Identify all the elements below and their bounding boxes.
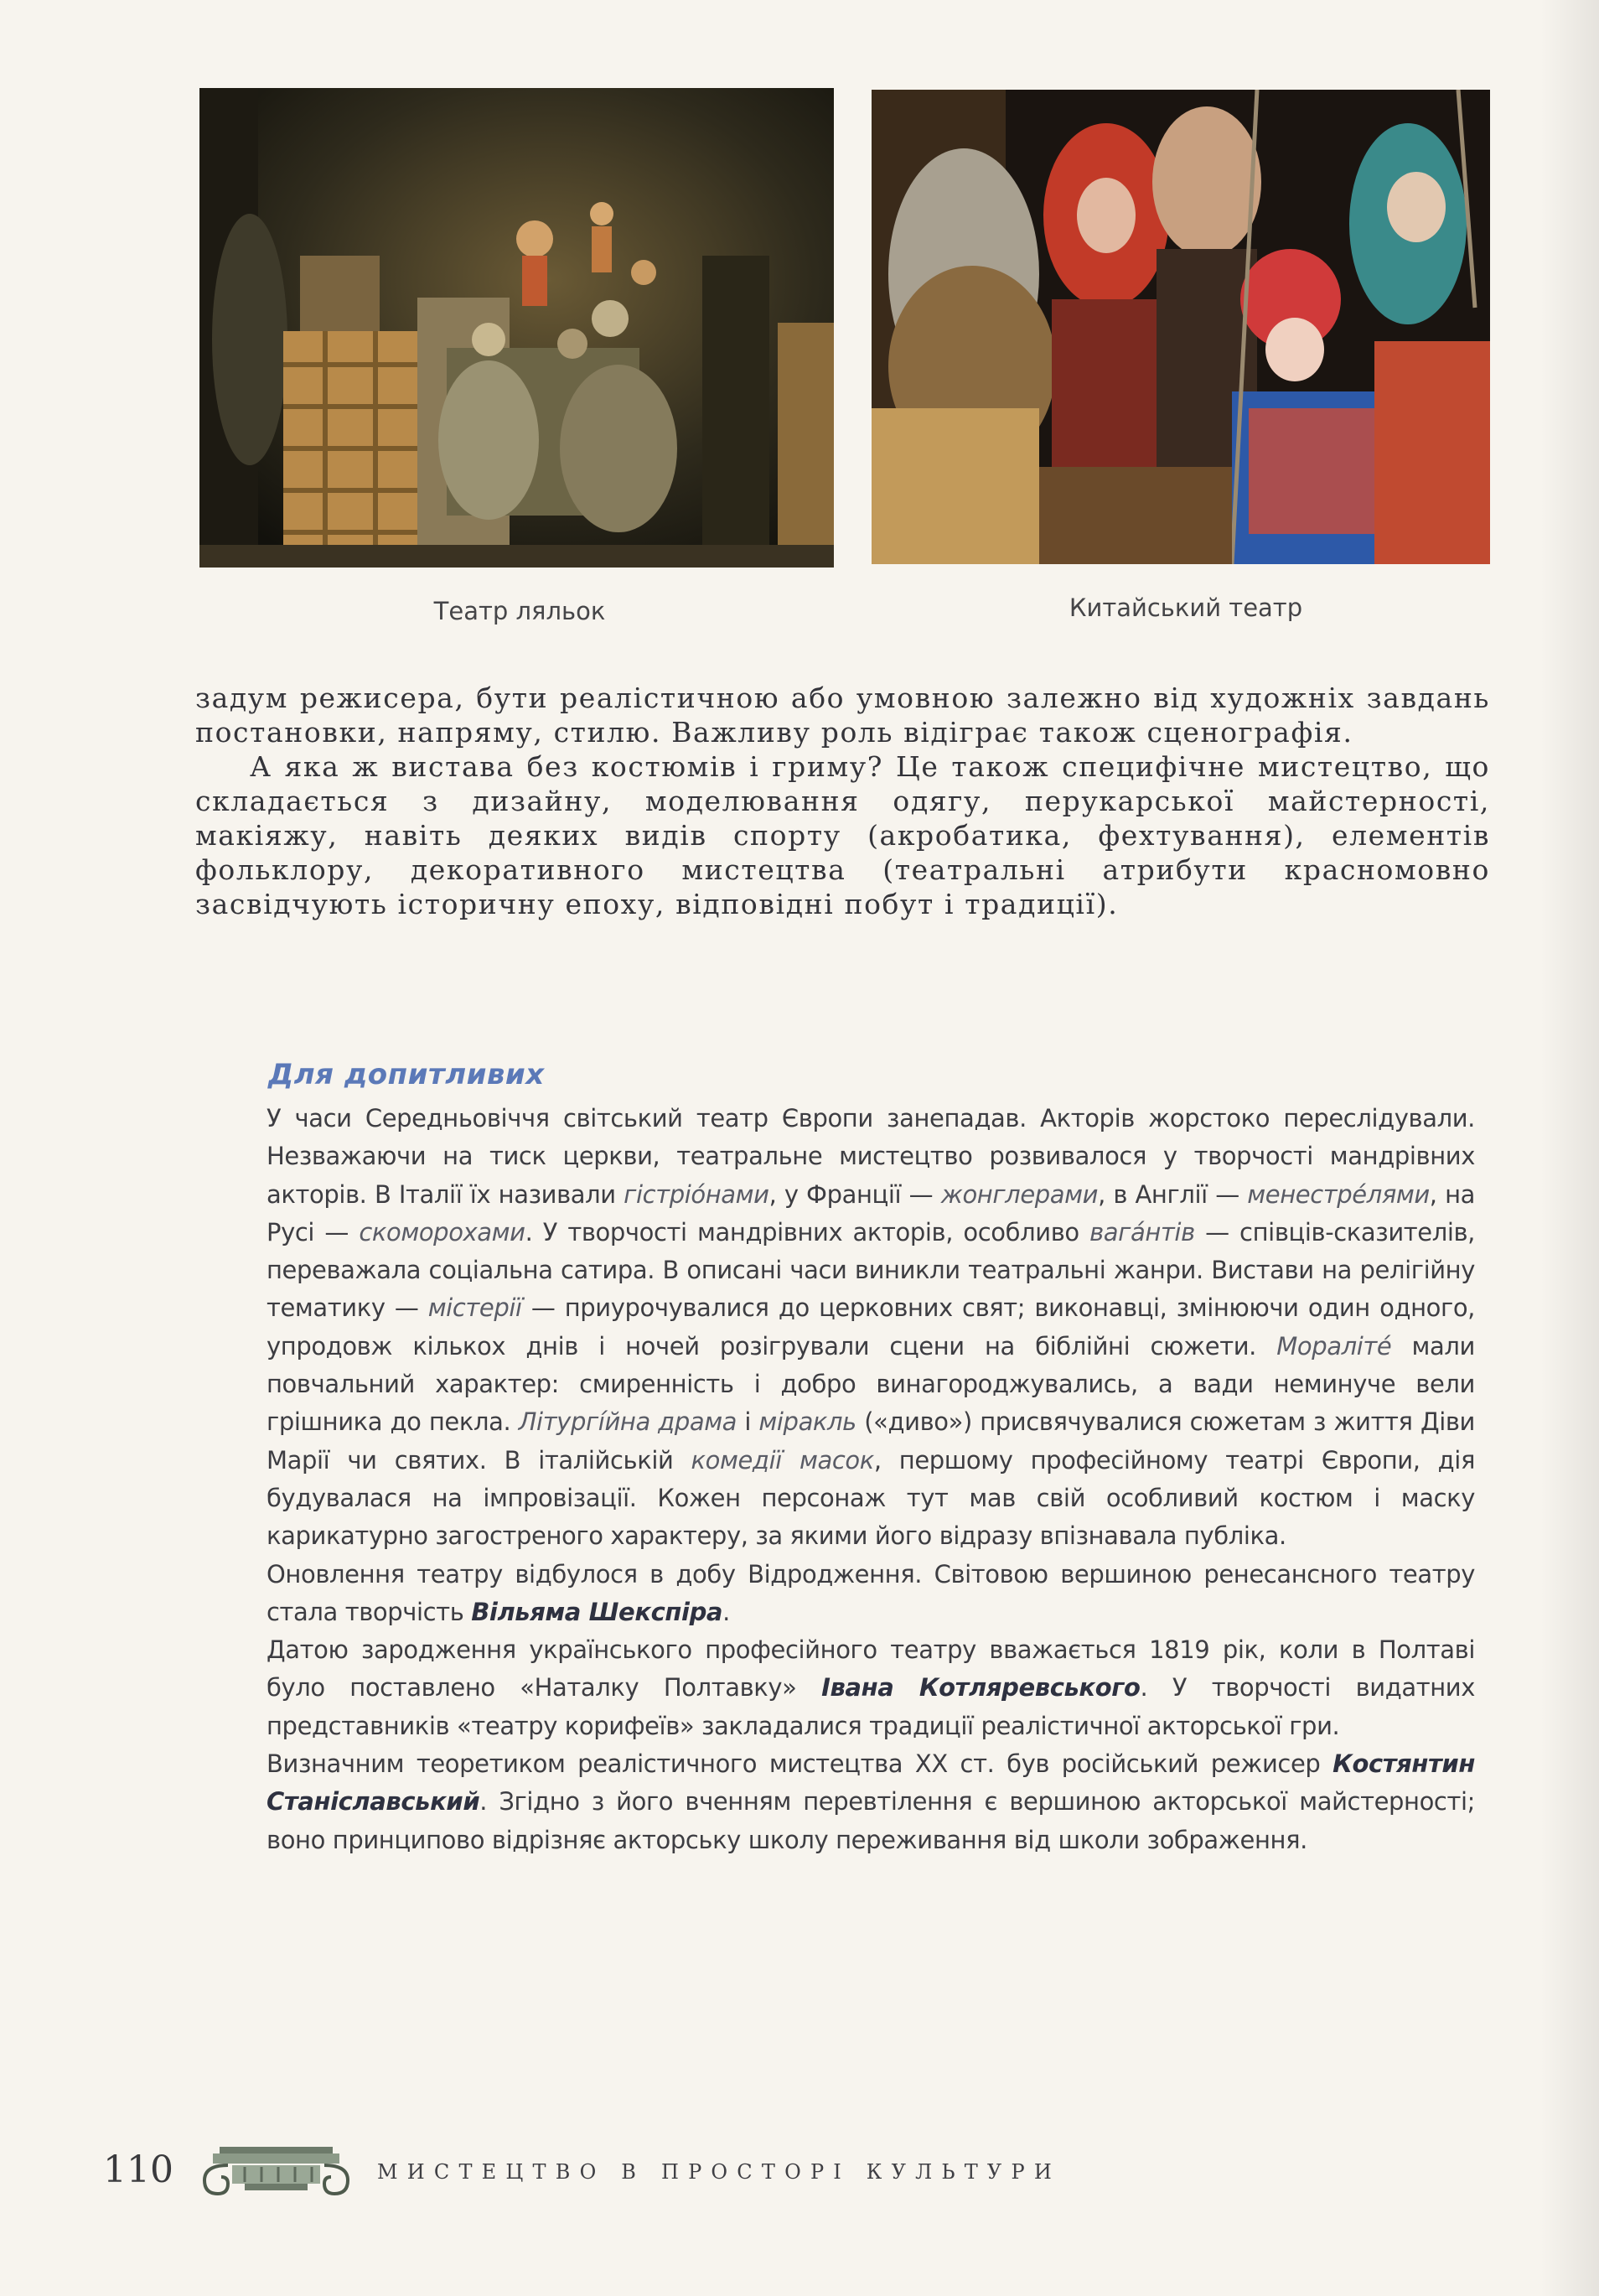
page-edge-shadow bbox=[1540, 0, 1599, 2296]
sidebar-text: Визначним теоретиком реалістичного мистецтва XX ст. був російський режисер bbox=[266, 1749, 1333, 1779]
page-number: 110 bbox=[103, 2148, 173, 2191]
term-commedia: комедії масок bbox=[691, 1445, 874, 1475]
term-mysteries: містерії bbox=[427, 1293, 522, 1323]
sidebar-text: — співців-сказителів, переважала соціальна сатира. В описані часи виникли театральні жанри. Вистави на релігійну тематику — bbox=[266, 1217, 1476, 1323]
sidebar-text: . bbox=[722, 1597, 730, 1626]
sidebar-text: і bbox=[737, 1407, 759, 1437]
sidebar-text: . У творчості видатних представників «театру корифеїв» закладалися традиції реалістичної акторської гри. bbox=[266, 1673, 1475, 1740]
sidebar-text: У часи Середньовіччя світський театр Європи занепадав. Акторів жорстоко переслідували. Незважаючи на тиск церкви, театральне мистецтво розвивалося у творчості мандрівних акторів. В Італії їх називали bbox=[266, 1104, 1475, 1209]
name-shakespeare: Вільяма Шекспіра bbox=[471, 1597, 723, 1626]
sidebar-text: , в Англії — bbox=[1098, 1179, 1248, 1209]
sidebar-paragraph-1 bbox=[266, 1100, 1475, 1556]
term-vagants: вагáнтів bbox=[1089, 1217, 1195, 1246]
sidebar-text: мали повчальний характер: смиренність і добро винагороджувались, а вади неминуче вели грішника до пекла. bbox=[266, 1331, 1475, 1437]
chinese-theatre-caption: Китайський театр bbox=[1069, 593, 1303, 622]
sidebar-text: Датою зародження українського професійного театру вважається 1819 рік, коли в Полтаві було поставлено «Наталку Полтавку» bbox=[266, 1635, 1475, 1703]
sidebar-text: . У творчості мандрівних акторів, особливо bbox=[525, 1217, 1090, 1246]
term-moralite: Мораліте́ bbox=[1276, 1331, 1392, 1360]
sidebar-text: — приурочувалися до церковних свят; виконавці, змінюючи один одного, упродовж кількох днів і ночей розігрували сцени на біблійні сюжети. bbox=[266, 1293, 1475, 1360]
term-jongleurs: жонглерами bbox=[940, 1179, 1099, 1209]
puppet-theatre-photo bbox=[199, 88, 834, 568]
sidebar-heading: Для допитливих bbox=[268, 1058, 545, 1091]
name-kotliarevsky: Івана Котляревського bbox=[821, 1673, 1141, 1703]
main-paragraph-2: А яка ж вистава без костюмів і гриму? Це також специфічне мистецтво, що складається з дизайну, моделювання одягу, перукарської майстерності, макіяжу, навіть деяких видів спорту (акробатика, фехтування), елементів фольклору, декоративного мистецтва (театральні атрибути красномовно засвідчують історичну епоху, відповідні побут і традиції). bbox=[195, 750, 1490, 920]
puppet-theatre-caption: Театр ляльок bbox=[433, 597, 606, 625]
sidebar-text: , у Франції — bbox=[768, 1179, 941, 1209]
sidebar-text: («диво») присвячувалися сюжетам з життя Діви Марії чи святих. В італійській bbox=[266, 1407, 1475, 1475]
sidebar-text: , на Русі — bbox=[266, 1179, 1475, 1246]
chinese-theatre-photo bbox=[872, 90, 1490, 564]
term-miracle: міракль bbox=[758, 1407, 856, 1437]
curious-sidebar bbox=[266, 1100, 1475, 1859]
sidebar-paragraph-2 bbox=[266, 1556, 1475, 1632]
book-title: МИСТЕЦТВО В ПРОСТОРІ КУЛЬТУРИ bbox=[377, 2160, 1061, 2184]
term-histrions: гістріóнами bbox=[624, 1179, 769, 1209]
term-minstrels: менестрéлями bbox=[1247, 1179, 1430, 1209]
sidebar-paragraph-4 bbox=[266, 1745, 1475, 1859]
sidebar-text: Оновлення театру відбулося в добу Відродження. Світовою вершиною ренесансного театру стала творчість bbox=[266, 1559, 1475, 1626]
main-paragraph-1: задум режисера, бути реалістичною або умовною залежно від художніх завдань постановки, напряму, стилю. Важливу роль відіграє також сценографія. bbox=[195, 682, 1490, 749]
sidebar-paragraph-3 bbox=[266, 1631, 1475, 1745]
term-skomorokhs: скоморохами bbox=[359, 1217, 525, 1246]
term-liturgical-drama: Літургíйна драма bbox=[518, 1407, 737, 1437]
sidebar-text: . Згідно з його вченням перевтілення є вершиною акторської майстерності; воно принципово відрізняє акторську школу переживання від школи зображення. bbox=[266, 1787, 1475, 1854]
ionic-capital-ornament-icon bbox=[194, 2142, 358, 2197]
name-stanislavsky: Костянтин Станіславський bbox=[266, 1749, 1475, 1817]
main-text bbox=[195, 681, 1490, 921]
sidebar-text: , першому професійному театрі Європи, дія будувалася на імпровізації. Кожен персонаж тут мав свій особливий костюм і маску карикатурно загостреного характеру, за якими його відразу впізнавала публіка. bbox=[266, 1445, 1476, 1551]
